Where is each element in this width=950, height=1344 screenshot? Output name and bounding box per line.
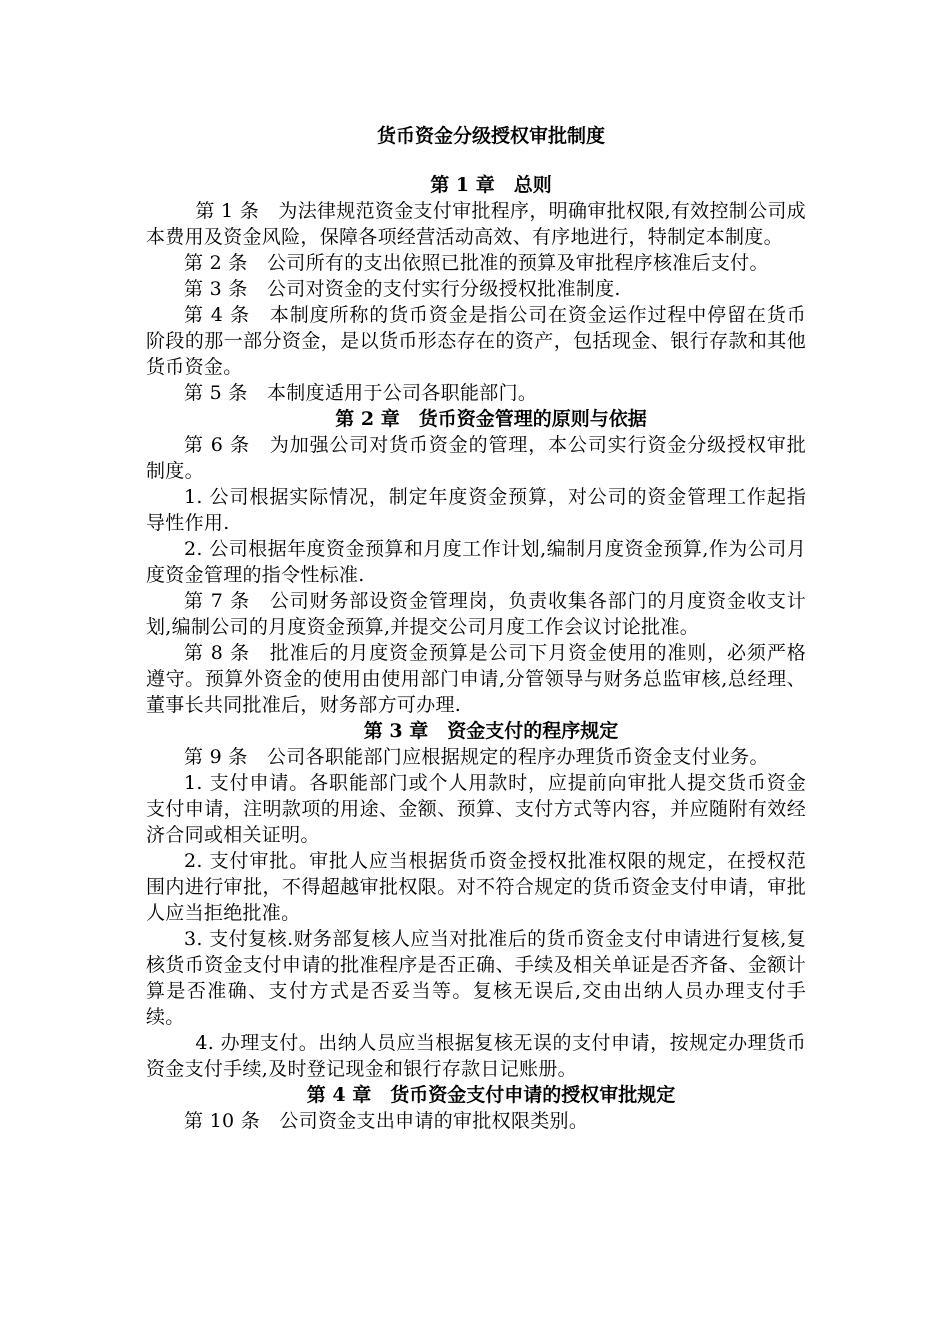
paragraph: 第 4 条 本制度所称的货币资金是指公司在资金运作过程中停留在货币阶段的那一部分资金，是以货币形态存在的资产，包括现金、银行存款和其他货币资金。	[146, 304, 806, 378]
paragraph: 第 7 条 公司财务部设资金管理岗，负责收集各部门的月度资金收支计划,编制公司的月度资金预算,并提交公司月度工作会议讨论批准。	[146, 590, 806, 638]
document-title: 货币资金分级授权审批制度	[376, 125, 605, 147]
paragraph: 2. 公司根据年度资金预算和月度工作计划,编制月度资金预算,作为公司月度资金管理的指令性标准.	[146, 538, 806, 586]
paragraph: 第 5 条 本制度适用于公司各职能部门。	[184, 382, 538, 404]
paragraph: 3. 支付复核.财务部复核人应当对批准后的货币资金支付申请进行复核,复核货币资金支付申请的批准程序是否正确、手续及相关单证是否齐备、金额计算是否准确、支付方式是否妥当等。复核无误后,交由出纳人员办理支付手续。	[146, 928, 806, 1028]
document-page	[146, 120, 806, 1134]
paragraph: 1. 公司根据实际情况，制定年度资金预算，对公司的资金管理工作起指导性作用.	[146, 486, 806, 534]
paragraph: 1. 支付申请。各职能部门或个人用款时，应提前向审批人提交货币资金支付申请，注明款项的用途、金额、预算、支付方式等内容，并应随附有效经济合同或相关证明。	[146, 772, 806, 846]
chapter-heading: 第 2 章 货币资金管理的原则与依据	[335, 408, 647, 430]
paragraph: 4. 办理支付。出纳人员应当根据复核无误的支付申请，按规定办理货币资金支付手续,及时登记现金和银行存款日记账册。	[146, 1032, 806, 1080]
paragraph: 2. 支付审批。审批人应当根据货币资金授权批准权限的规定，在授权范围内进行审批，不得超越审批权限。对不符合规定的货币资金支付申请，审批人应当拒绝批准。	[146, 850, 806, 924]
chapter-heading: 第 1 章 总则	[430, 174, 552, 196]
paragraph: 第 8 条 批准后的月度资金预算是公司下月资金使用的准则，必须严格遵守。预算外资金的使用由使用部门申请,分管领导与财务总监审核,总经理、董事长共同批准后，财务部方可办理.	[146, 642, 806, 716]
paragraph: 第 9 条 公司各职能部门应根据规定的程序办理货币资金支付业务。	[184, 746, 769, 768]
paragraph: 第 3 条 公司对资金的支付实行分级授权批准制度.	[184, 278, 621, 300]
paragraph: 第 2 条 公司所有的支出依照已批准的预算及审批程序核准后支付。	[184, 252, 769, 274]
chapter-heading: 第 3 章 资金支付的程序规定	[363, 720, 619, 742]
paragraph: 第 6 条 为加强公司对货币资金的管理，本公司实行资金分级授权审批制度。	[146, 434, 806, 482]
paragraph: 第 1 条 为法律规范资金支付审批程序，明确审批权限,有效控制公司成本费用及资金风险，保障各项经营活动高效、有序地进行，特制定本制度。	[146, 200, 806, 248]
paragraph: 第 10 条 公司资金支出申请的审批权限类别。	[184, 1110, 589, 1132]
chapter-heading: 第 4 章 货币资金支付申请的授权审批规定	[306, 1084, 676, 1106]
